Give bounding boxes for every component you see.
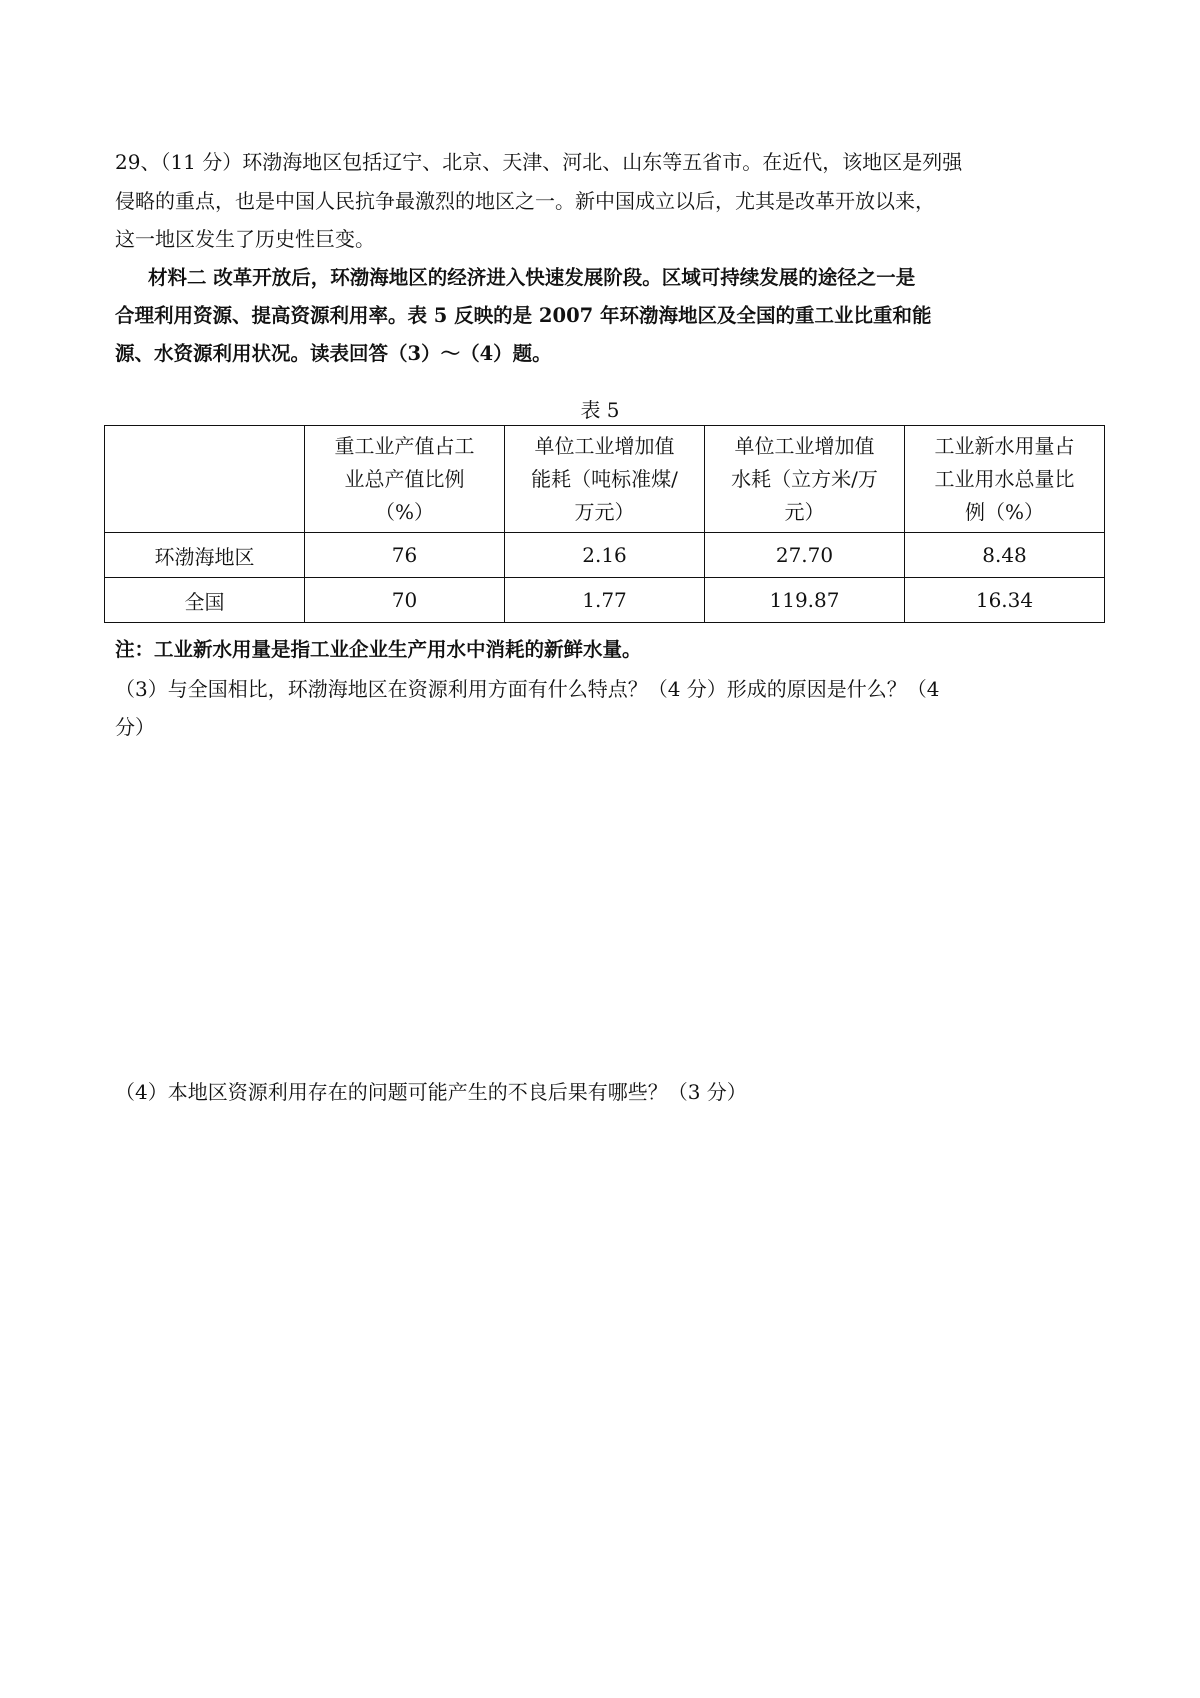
table-row <box>105 533 1105 578</box>
row-label: 环渤海地区 <box>105 533 305 578</box>
header-line: 工业用水总量比 <box>934 466 1075 491</box>
table-caption: 表 5 <box>580 398 620 422</box>
table-cell: 8.48 <box>905 533 1105 578</box>
q4-text: （4）本地区资源利用存在的问题可能产生的不良后果有哪些？（3 分） <box>115 1080 747 1104</box>
table-cell: 2.16 <box>505 533 705 578</box>
header-line: 工业新水用量占 <box>934 433 1075 458</box>
table-cell: 119.87 <box>705 578 905 623</box>
header-line: 重工业产值占工 <box>334 433 475 458</box>
table-cell: 16.34 <box>905 578 1105 623</box>
material-line-1: 材料二 改革开放后，环渤海地区的经济进入快速发展阶段。区域可持续发展的途径之一是 <box>148 266 916 289</box>
material-line-2: 合理利用资源、提高资源利用率。表 5 反映的是 2007 年环渤海地区及全国的重工业比重和能 <box>115 304 932 327</box>
table-header-corner <box>105 426 305 533</box>
header-line: （%） <box>374 499 434 524</box>
material-line-3: 源、水资源利用状况。读表回答（3）～（4）题。 <box>115 342 552 365</box>
table-header-row <box>105 426 1105 533</box>
header-line: 万元） <box>574 499 635 524</box>
table-cell: 70 <box>305 578 505 623</box>
table-cell: 27.70 <box>705 533 905 578</box>
header-line: 单位工业增加值 <box>734 433 875 458</box>
header-line: 单位工业增加值 <box>534 433 675 458</box>
header-line: 业总产值比例 <box>344 466 465 491</box>
question-intro-line-2: 侵略的重点，也是中国人民抗争最激烈的地区之一。新中国成立以后，尤其是改革开放以来， <box>115 189 935 213</box>
data-table <box>104 425 1105 623</box>
table-cell: 1.77 <box>505 578 705 623</box>
table-header-cell <box>905 426 1105 533</box>
row-label: 全国 <box>105 578 305 623</box>
header-line: 元） <box>784 499 825 524</box>
question-intro-line-1: 29、（11 分）环渤海地区包括辽宁、北京、天津、河北、山东等五省市。在近代，该地区是列强 <box>115 150 963 174</box>
q3-line-2: 分） <box>115 715 155 739</box>
table-header-cell <box>505 426 705 533</box>
table-note: 注：工业新水用量是指工业企业生产用水中消耗的新鲜水量。 <box>115 638 642 661</box>
header-line: 能耗（吨标准煤/ <box>531 466 678 491</box>
header-line: 水耗（立方米/万 <box>731 466 878 491</box>
table-row <box>105 578 1105 623</box>
question-intro-line-3: 这一地区发生了历史性巨变。 <box>115 227 375 251</box>
q3-line-1: （3）与全国相比，环渤海地区在资源利用方面有什么特点？（4 分）形成的原因是什么？（4 <box>115 677 940 701</box>
table-header-cell <box>305 426 505 533</box>
table-header-cell <box>705 426 905 533</box>
table-cell: 76 <box>305 533 505 578</box>
header-line: 例（%） <box>964 499 1044 524</box>
